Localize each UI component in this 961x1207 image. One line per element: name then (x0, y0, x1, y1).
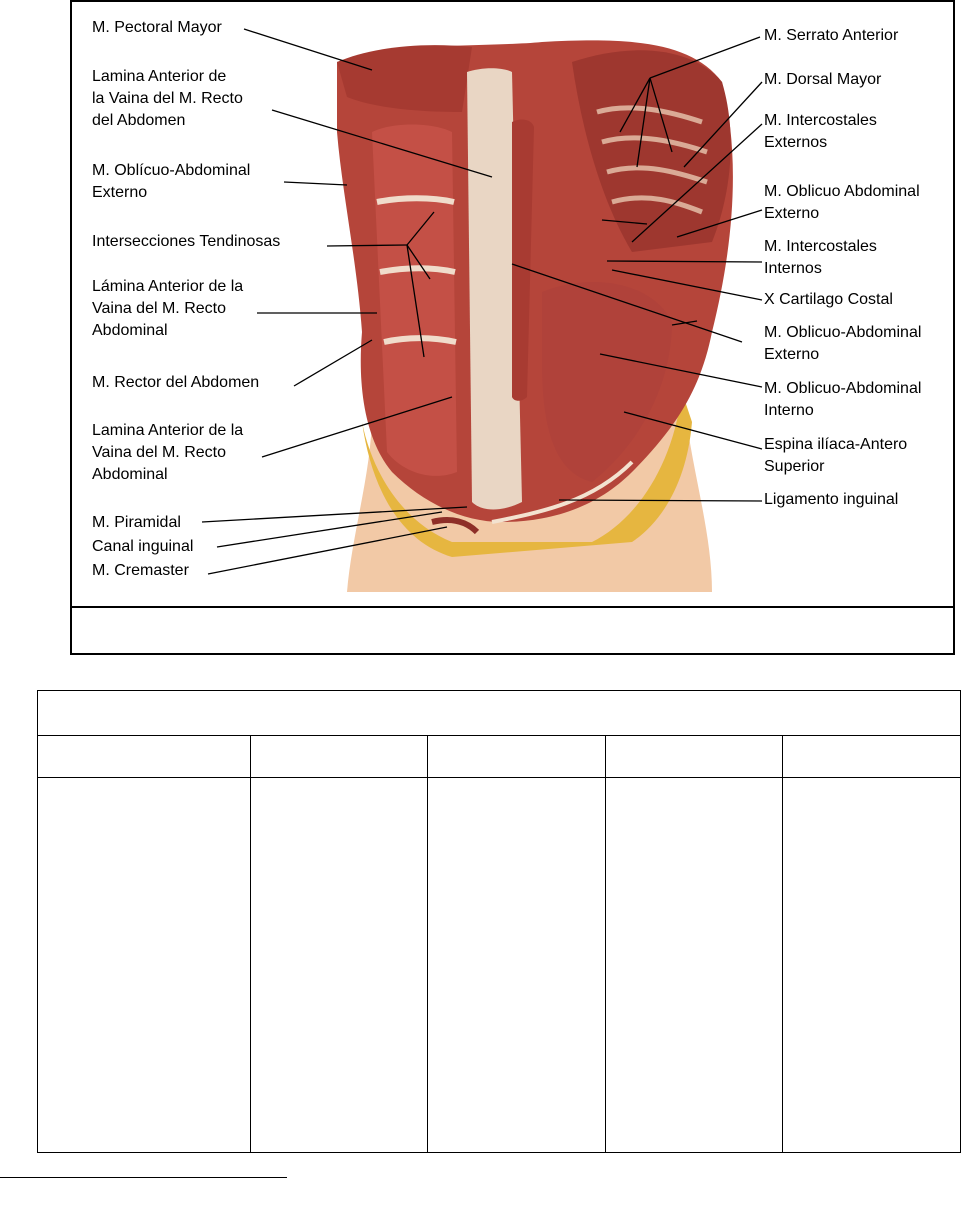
table-title-row (38, 691, 960, 736)
label-pectoral-mayor: M. Pectoral Mayor (92, 19, 222, 36)
footnote-separator (0, 1177, 287, 1178)
label-ligamento-inguinal: Ligamento inguinal (764, 491, 899, 508)
label-oblicuo-externo-right-2: M. Oblicuo-Abdominal Externo (764, 324, 922, 363)
anatomy-figure (70, 0, 955, 608)
label-dorsal-mayor: M. Dorsal Mayor (764, 71, 882, 88)
table-header-cell-5 (782, 736, 960, 778)
table-column-divider (605, 736, 606, 1152)
table-header-cell-1 (38, 736, 250, 778)
label-lamina-anterior-2: Lámina Anterior de la Vaina del M. Recto Abdominal (92, 278, 244, 339)
table-column-divider (250, 736, 251, 1152)
label-intersecciones-tendinosas: Intersecciones Tendinosas (92, 233, 281, 250)
label-lamina-anterior-1: Lamina Anterior de la Vaina del M. Recto del Abdomen (92, 68, 243, 129)
label-oblicuo-interno: M. Oblicuo-Abdominal Interno (764, 380, 922, 419)
figure-caption-box (70, 608, 955, 655)
label-intercostales-externos: M. Intercostales Externos (764, 112, 877, 151)
table-header-cell-3 (427, 736, 605, 778)
label-piramidal: M. Piramidal (92, 514, 181, 531)
label-intercostales-internos: M. Intercostales Internos (764, 238, 877, 277)
label-oblicuo-externo-left: M. Oblícuo-Abdominal Externo (92, 162, 251, 201)
label-lamina-anterior-3: Lamina Anterior de la Vaina del M. Recto Abdominal (92, 422, 244, 483)
label-cremaster: M. Cremaster (92, 562, 189, 579)
label-espina-iliaca: Espina ilíaca-Antero Superior (764, 436, 908, 475)
label-oblicuo-externo-right: M. Oblicuo Abdominal Externo (764, 183, 920, 222)
label-rector-abdomen: M. Rector del Abdomen (92, 374, 260, 391)
label-serrato-anterior: M. Serrato Anterior (764, 27, 899, 44)
table-header-cell-2 (250, 736, 427, 778)
label-cartilago-costal: X Cartilago Costal (764, 291, 893, 308)
label-canal-inguinal: Canal inguinal (92, 538, 194, 555)
table-header-cell-4 (605, 736, 782, 778)
table-column-divider (782, 736, 783, 1152)
table-column-divider (427, 736, 428, 1152)
data-table (37, 690, 961, 1153)
